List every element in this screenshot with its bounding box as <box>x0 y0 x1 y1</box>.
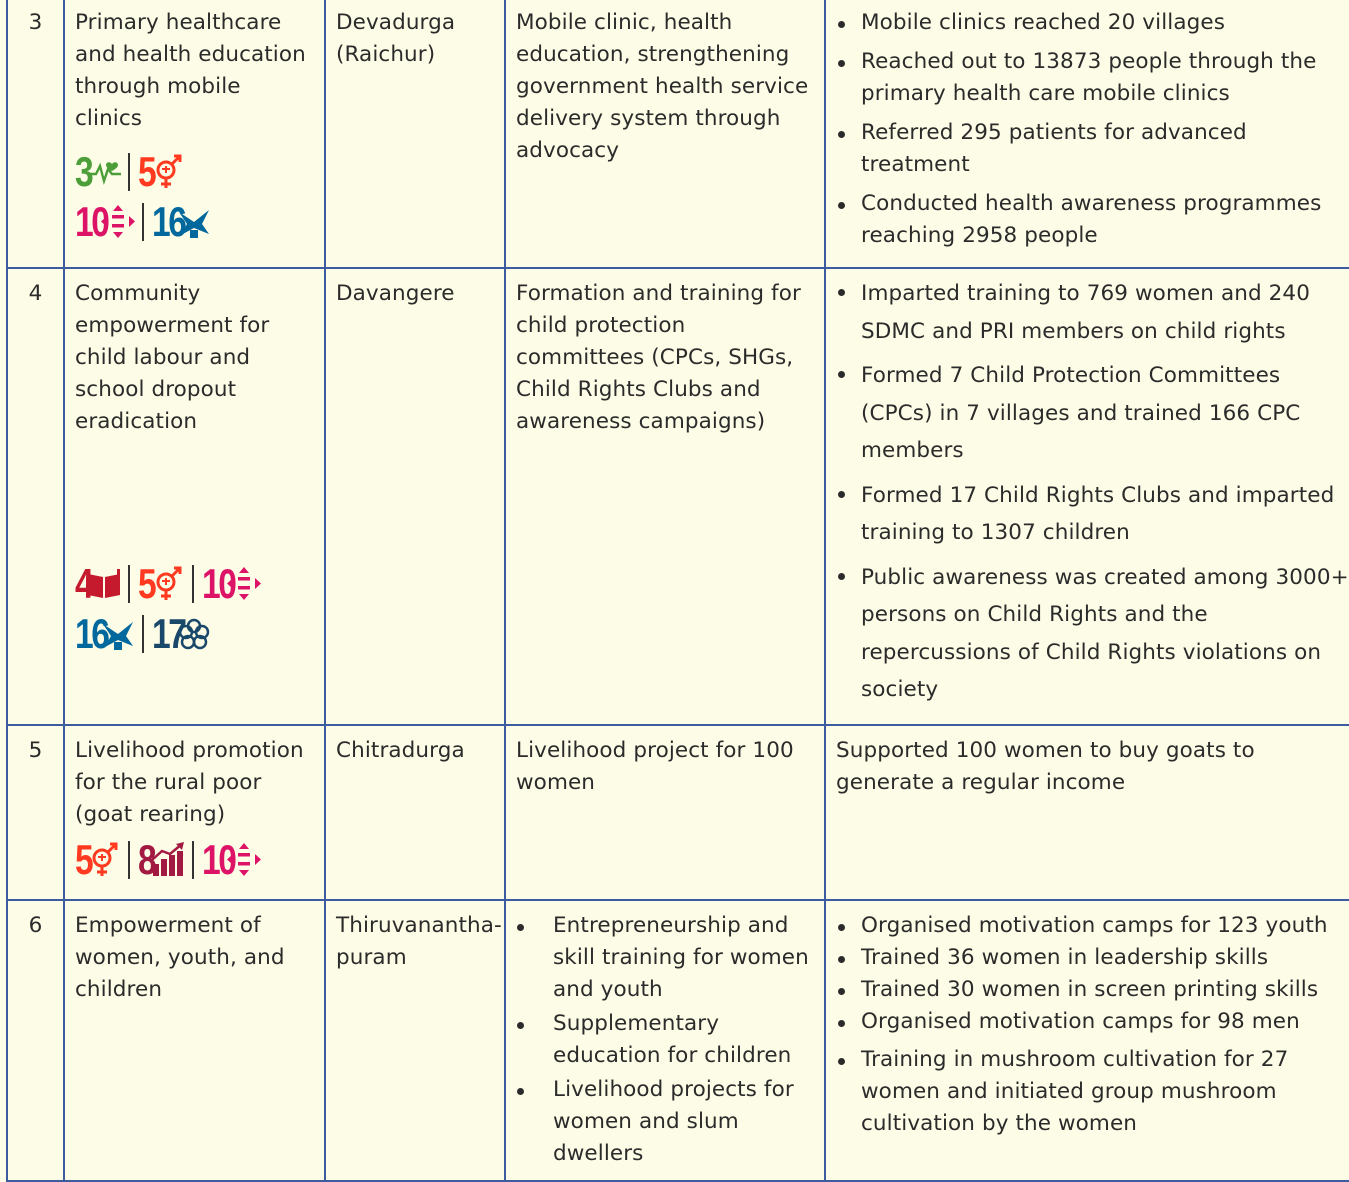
sdg-icons <box>75 835 314 885</box>
project-cell <box>64 900 325 1181</box>
gender-equality-icon <box>86 842 122 878</box>
list-item: Formed 7 Child Protection Committees (CPCs) in 7 villages and trained 166 CPC members <box>836 357 1349 470</box>
list-item: Public awareness was created among 3000+ persons on Child Rights and the repercussions of Child Rights violations on society <box>836 559 1349 709</box>
sdg-line <box>75 609 314 659</box>
project-title: Empowerment of women, youth, and children <box>75 912 285 1002</box>
sdg-separator <box>142 615 144 653</box>
outcomes-list <box>836 275 1349 709</box>
table-row <box>7 268 1349 725</box>
sdg-separator <box>192 565 194 603</box>
outcomes-cell <box>825 268 1349 725</box>
sdg-separator <box>192 841 194 879</box>
growth-chart-icon <box>150 842 186 878</box>
sdg-goal-number: 3 <box>75 148 92 195</box>
sdg-goal-number: 4 <box>75 560 92 607</box>
activities-list <box>516 910 814 1170</box>
row-number: 3 <box>7 0 64 268</box>
sdg-goal-number: 16 <box>75 610 108 657</box>
list-item: Referred 295 patients for advanced treatment <box>836 117 1349 181</box>
location-cell: Chitradurga <box>325 725 505 900</box>
sdg-goal-number: 8 <box>138 835 155 883</box>
table-row <box>7 0 1349 268</box>
gender-equality-icon <box>150 566 186 602</box>
project-cell <box>64 725 325 900</box>
outcomes-cell <box>825 900 1349 1181</box>
activities-cell <box>505 900 825 1181</box>
sdg-goal-number: 5 <box>138 560 155 607</box>
sdg-goal-number: 16 <box>151 198 185 245</box>
sdg-icons <box>75 559 314 659</box>
row-number: 6 <box>7 900 64 1181</box>
activities-cell: Mobile clinic, health education, strengthening government health service delivery system through advocacy <box>505 0 825 268</box>
list-item: Imparted training to 769 women and 240 SDMC and PRI members on child rights <box>836 275 1349 350</box>
sdg-goal-number: 10 <box>201 835 235 883</box>
projects-table <box>6 0 1349 1182</box>
list-item: Organised motivation camps for 98 men <box>836 1006 1349 1038</box>
outcomes-list <box>836 7 1349 252</box>
list-item: Formed 17 Child Rights Clubs and imparted training to 1307 children <box>836 477 1349 552</box>
table-row <box>7 900 1349 1181</box>
sdg-separator <box>128 565 130 603</box>
outcomes-list <box>836 910 1349 1140</box>
sdg-separator <box>142 203 144 241</box>
gender-equality-icon <box>150 154 186 190</box>
heartbeat-icon <box>86 154 122 190</box>
list-item: Livelihood projects for women and slum dwellers <box>516 1074 814 1170</box>
sdg-goal-number: 5 <box>138 148 155 195</box>
book-icon <box>86 566 122 602</box>
list-item: Supplementary education for children <box>516 1008 814 1072</box>
sdg-goal-number: 10 <box>75 198 108 245</box>
list-item: Conducted health awareness programmes reaching 2958 people <box>836 188 1349 252</box>
sdg-line <box>75 559 314 609</box>
list-item: Entrepreneurship and skill training for women and youth <box>516 910 814 1006</box>
sdg-line <box>75 835 314 885</box>
project-title: Primary healthcare and health education through mobile clinics <box>75 10 306 131</box>
project-title: Community empowerment for child labour and school dropout eradication <box>75 281 270 434</box>
sdg-line <box>75 147 314 197</box>
location-cell: Devadurga (Raichur) <box>325 0 505 268</box>
list-item: Training in mushroom cultivation for 27 women and initiated group mushroom cultivation by the women <box>836 1044 1349 1140</box>
sdg-goal-number: 10 <box>201 560 235 607</box>
table-row <box>7 725 1349 900</box>
project-cell <box>64 268 325 725</box>
sdg-icons <box>75 147 314 247</box>
sdg-separator <box>128 841 130 879</box>
activities-cell: Livelihood project for 100 women <box>505 725 825 900</box>
project-title: Livelihood promotion for the rural poor (goat rearing) <box>75 737 304 827</box>
sdg-line <box>75 197 314 247</box>
project-cell <box>64 0 325 268</box>
sdg-goal-number: 5 <box>75 835 92 883</box>
outcomes-cell: Supported 100 women to buy goats to generate a regular income <box>825 725 1349 900</box>
list-item: Trained 30 women in screen printing skills <box>836 974 1349 1006</box>
row-number: 5 <box>7 725 64 900</box>
list-item: Mobile clinics reached 20 villages <box>836 7 1349 39</box>
list-item: Trained 36 women in leadership skills <box>836 942 1349 974</box>
list-item: Reached out to 13873 people through the primary health care mobile clinics <box>836 46 1349 110</box>
activities-cell: Formation and training for child protection committees (CPCs, SHGs, Child Rights Clubs and awareness campaigns) <box>505 268 825 725</box>
location-cell: Davangere <box>325 268 505 725</box>
row-number: 4 <box>7 268 64 725</box>
location-cell: Thiruvanantha-puram <box>325 900 505 1181</box>
list-item: Organised motivation camps for 123 youth <box>836 910 1349 942</box>
sdg-goal-number: 17 <box>151 610 185 657</box>
outcomes-cell <box>825 0 1349 268</box>
sdg-separator <box>128 153 130 191</box>
